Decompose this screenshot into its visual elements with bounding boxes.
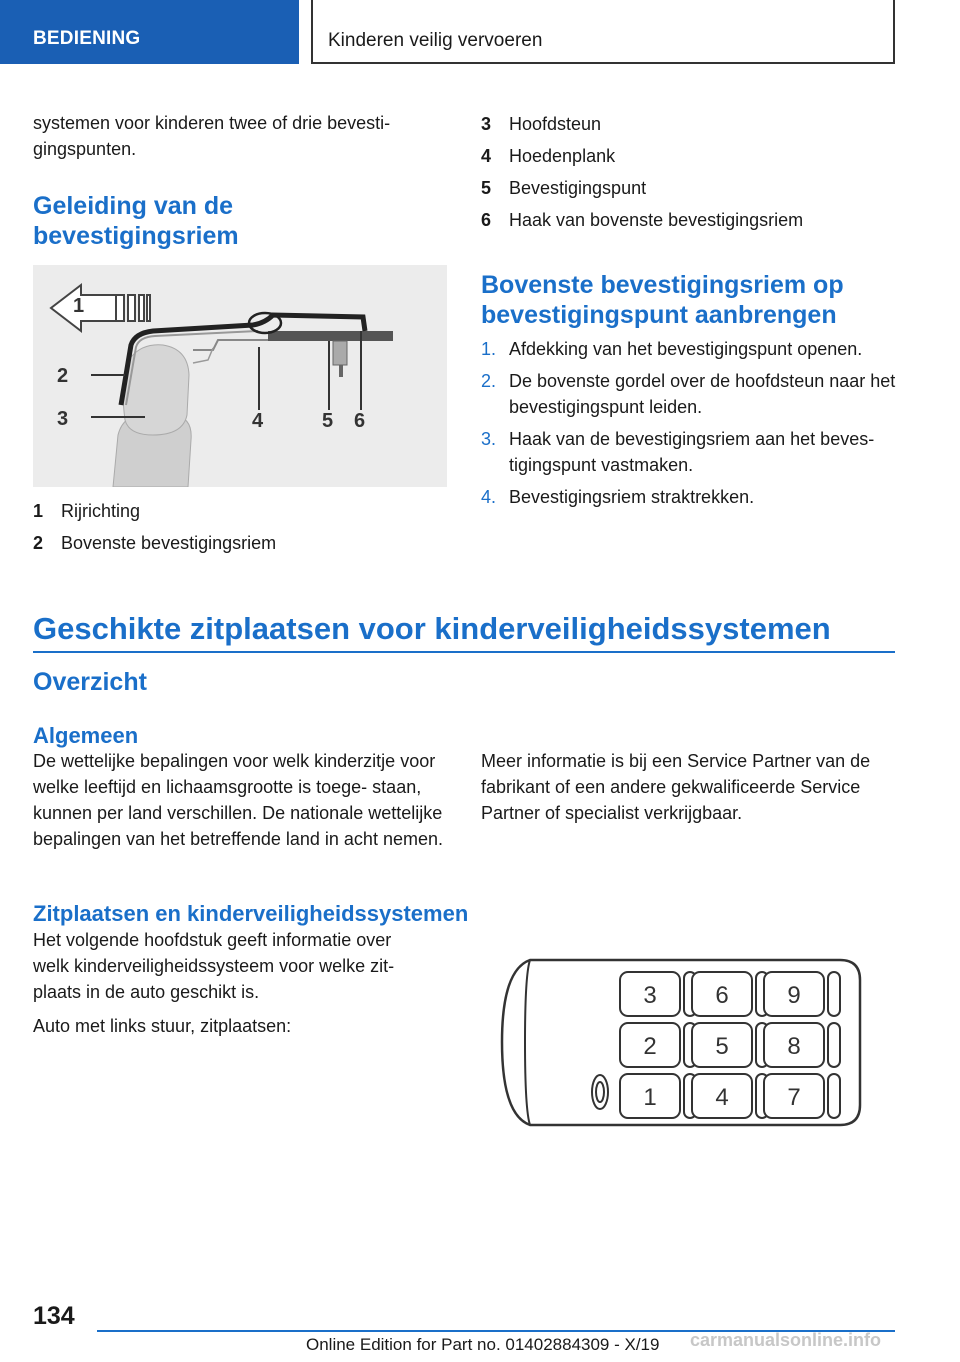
belt-routing-illustration <box>33 265 447 487</box>
legend-number: 3 <box>481 114 492 134</box>
legend-number: 6 <box>481 210 492 230</box>
figure-legend-2 <box>481 108 901 236</box>
legend-item <box>481 108 901 140</box>
seats-text: Het volgende hoofdstuk geeft informatie over welk kinderveiligheidssysteem voor welke zit‐ plaats in de auto geschikt is. <box>33 930 395 1002</box>
figure-label: 3 <box>57 408 69 430</box>
attach-steps <box>481 336 901 516</box>
intro-text: systemen voor kinderen twee of drie bevesti‐ gingspunten. <box>33 113 391 159</box>
seat-back <box>828 972 840 1016</box>
seat-number: 9 <box>787 982 801 1009</box>
heading-attach-belt <box>481 270 901 330</box>
section-title: Geschikte zitplaatsen voor kinderveiligheidssystemen <box>33 611 831 646</box>
legend-text: Haak van bovenste bevestigingsriem <box>509 210 804 230</box>
seat-number: 3 <box>643 982 657 1009</box>
chapter-tab <box>311 0 895 64</box>
legend-item <box>33 495 443 527</box>
overview-heading: Overzicht <box>33 668 147 696</box>
seat-plan-illustration <box>480 945 880 1135</box>
figure-label: 4 <box>252 410 264 432</box>
seats-text-2: Auto met links stuur, zitplaatsen: <box>33 1016 292 1036</box>
legend-item <box>481 204 901 236</box>
seat-number: 8 <box>787 1033 801 1060</box>
step-text: Bevestigingsriem straktrekken. <box>509 487 755 507</box>
seat-number: 5 <box>715 1033 729 1060</box>
seat-number: 6 <box>715 982 729 1009</box>
seat-number: 4 <box>715 1084 729 1111</box>
seat-number: 2 <box>643 1033 657 1060</box>
section-label: BEDIENING <box>33 28 141 49</box>
seats-heading: Zitplaatsen en kinderveiligheidssystemen <box>33 901 469 926</box>
section-tab <box>0 0 299 64</box>
step-text: Haak van de bevestigingsriem aan het beves‐ tigingspunt vastmaken. <box>509 429 875 475</box>
figure-legend-1 <box>33 495 443 559</box>
watermark: carmanualsonline.info <box>690 1330 882 1350</box>
figure-label: 5 <box>322 410 334 432</box>
step-number: 1. <box>481 339 497 359</box>
seat-number: 7 <box>787 1084 801 1111</box>
legend-text: Rijrichting <box>61 501 141 521</box>
legend-number: 4 <box>481 146 492 166</box>
step-item <box>481 426 901 478</box>
edition-text: Online Edition for Part no. 01402884309 - X/19 <box>306 1335 660 1354</box>
general-text-left: De wettelijke bepalingen voor welk kinderzitje voor welke leeftijd en lichaamsgrootte is toege‐ staan, kunnen per land verschillen. De nationale wettelijke bepalingen van het betreffende land in acht nemen. <box>33 751 443 849</box>
legend-number: 2 <box>33 533 44 553</box>
legend-item <box>481 140 901 172</box>
seat-back <box>828 1074 840 1118</box>
heading-line: Bovenste bevestigingsriem op <box>481 271 844 299</box>
figure-label: 6 <box>354 410 366 432</box>
heading-line: bevestigingsriem <box>33 222 239 250</box>
chapter-label: Kinderen veilig vervoeren <box>328 30 543 51</box>
step-item <box>481 336 901 362</box>
step-text: De bovenste gordel over de hoofdsteun naar het bevestigingspunt leiden. <box>509 371 896 417</box>
belt-routing-figure <box>33 265 447 487</box>
step-number: 4. <box>481 487 497 507</box>
heading-line: bevestigingspunt aanbrengen <box>481 301 837 329</box>
arrow-left-icon <box>51 285 123 331</box>
legend-item <box>481 172 901 204</box>
legend-number: 1 <box>33 501 44 521</box>
seat-plan-figure <box>480 945 880 1135</box>
seat-back <box>828 1023 840 1067</box>
step-number: 2. <box>481 371 497 391</box>
step-number: 3. <box>481 429 497 449</box>
seat-number: 1 <box>643 1084 657 1111</box>
legend-text: Hoofdsteun <box>509 114 602 134</box>
general-heading: Algemeen <box>33 723 139 748</box>
legend-text: Bevestigingspunt <box>509 178 647 198</box>
section-rule <box>33 651 895 653</box>
page-number: 134 <box>33 1302 75 1330</box>
legend-text: Bovenste bevestigingsriem <box>61 533 277 553</box>
heading-line: Geleiding van de <box>33 192 234 220</box>
general-text-right: Meer informatie is bij een Service Partner van de fabrikant of een andere gekwalificeerde Service Partner of specialist verkrijgbaar. <box>481 751 871 823</box>
legend-number: 5 <box>481 178 492 198</box>
figure-label: 2 <box>57 365 69 387</box>
figure-label: 1 <box>73 295 85 317</box>
legend-text: Hoedenplank <box>509 146 616 166</box>
step-text: Afdekking van het bevestigingspunt openen. <box>509 339 863 359</box>
legend-item <box>33 527 443 559</box>
step-item <box>481 484 901 510</box>
step-item <box>481 368 901 420</box>
heading-belt-guide <box>33 191 443 251</box>
